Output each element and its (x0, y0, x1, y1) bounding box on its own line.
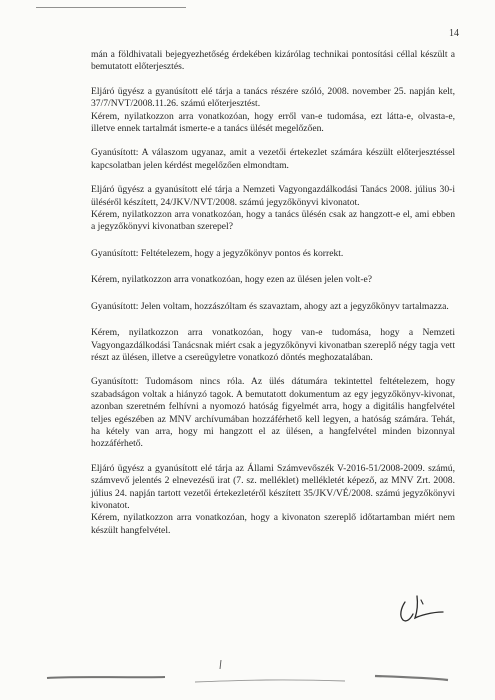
header-rule (36, 7, 186, 8)
page-number: 14 (449, 28, 459, 39)
paragraph-suspect-answer-2: Gyanúsított: Feltételezem, hogy a jegyzőkönyv pontos és korrekt. (91, 247, 344, 259)
paragraph-question-presence: Kérem, nyilatkozzon arra vonatkozóan, hogy ezen az ülésen jelen volt-e? (91, 274, 373, 286)
scan-edge-marks (45, 672, 450, 686)
paragraph-question-knowledge: Kérem, nyilatkozzon arra vonatkozóan, hogy erről van-e tudomása, ezt látta-e, olvasta-e, illetve ennek tartalmát ismerte-e a tanács ülését megelőzően. (91, 110, 455, 135)
paragraph-question-minutes: Kérem, nyilatkozzon arra vonatkozóan, hogy a tanács ülésén csak az hangzott-e el, ami ebben a jegyzőkönyvi kivonatban szerepel? (91, 209, 455, 233)
paragraph-continuation: mán a földhivatali bejegyezhetőség érdekében kizárólag technikai pontosítási céllal készült a bemutatott előterjesztés. (91, 49, 455, 73)
paragraph-question-members: Kérem, nyilatkozzon arra vonatkozóan, hogy van-e tudomása, hogy a Nemzeti Vagyongazdálkodási Tanácsnak miért csak a jegyzőkönyvi kivonatban szereplő négy tagja vett részt az ülésen, illetve a csereügyletre vonatkozó döntés meghozatalában. (91, 327, 455, 363)
paragraph-suspect-answer-4: Gyanúsított: Tudomásom nincs róla. Az ülés dátumára tekintettel feltételezem, hogy szabadságon voltak a hiányzó tagok. A bemutatott dokumentum az egy jegyzőkönyv-kivonat, azonban szeretném felhívni a nyomozó hatóság figyelmét arra, hogy a digitális hangfelvétel teljes egészében az MNV archívumában hozzáférhető kell legyen, a hatóság számára. Tehát, ha kétely van arra, hogy mi hangzott el az ülésen, a hangfelvétel minden bizonnyal hozzáférhető. (91, 376, 455, 450)
paragraph-suspect-answer-1: Gyanúsított: A válaszom ugyanaz, amit a vezetői értekezlet számára készült előterjesztéssel kapcsolatban jelen kérdést megelőzően elmondtam. (91, 147, 455, 171)
stray-mark (218, 660, 224, 670)
paragraph-prosecutor-presents-minutes: Eljáró ügyész a gyanúsított elé tárja a Nemzeti Vagyongazdálkodási Tanács 2008. július 30-i üléséről készített, 24/JKV/NVT/2008. számú jegyzőkönyvi kivonatot. (91, 184, 455, 208)
document-body (91, 49, 455, 537)
paragraph-prosecutor-presents-proposal: Eljáró ügyész a gyanúsított elé tárja a tanács részére szóló, 2008. november 25. napján kelt, 37/7/NVT/2008.11.26. számú előterjesztést. (91, 85, 455, 110)
paragraph-question-recording: Kérem, nyilatkozzon arra vonatkozóan, hogy a kivonaton szereplő időtartamban miért nem készült hangfelvétel. (91, 512, 455, 536)
paragraph-suspect-answer-3: Gyanúsított: Jelen voltam, hozzászóltam és szavaztam, ahogy azt a jegyzőkönyv tartalmazza. (91, 300, 449, 312)
paragraph-prosecutor-presents-audit: Eljáró ügyész a gyanúsított elé tárja az Állami Számvevőszék V-2016-51/2008-2009. számú, számvevő jelentés 2 elnevezésű irat (7. sz. melléklet) mellékletét képező, az MNV Zrt. 2008. július 24. napján tartott vezetői értekezletéről készített 35/JKV/VÉ/2008. számú jegyzőkönyvi kivonatot. (91, 462, 455, 511)
handwritten-signature (391, 590, 445, 630)
